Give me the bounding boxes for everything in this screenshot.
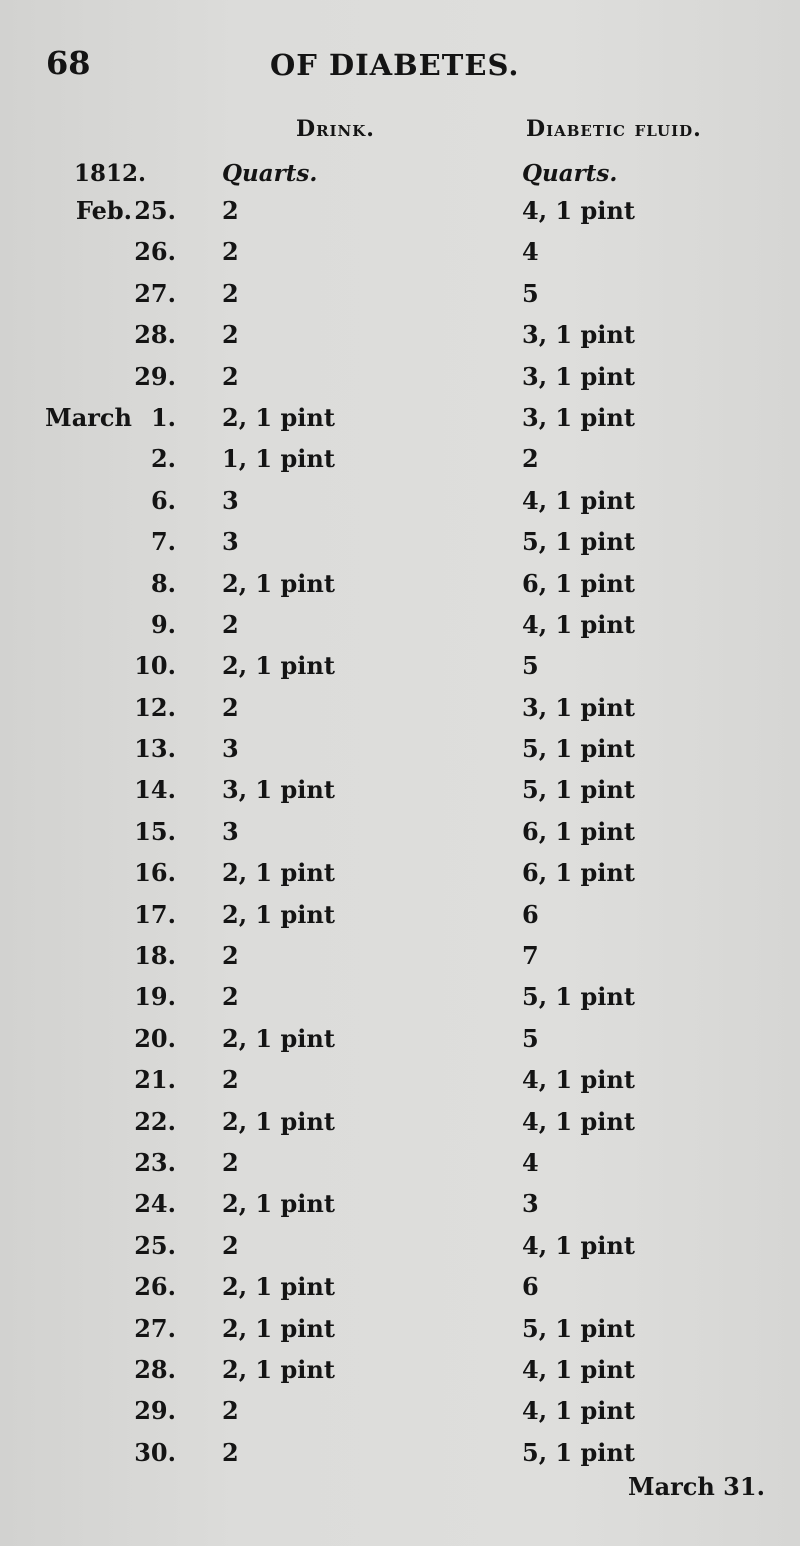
day-cell: 1. (150, 402, 176, 432)
fluid-cell: 4, 1 pint (522, 609, 635, 639)
fluid-cell: 4, 1 pint (522, 1065, 635, 1095)
fluid-cell: 5, 1 pint (522, 1313, 635, 1343)
day-cell: 26. (134, 237, 176, 267)
drink-cell: 2, 1 pint (222, 1272, 335, 1302)
fluid-cell: 4, 1 pint (522, 1230, 635, 1260)
drink-cell: 3 (222, 485, 239, 515)
month-cell: March (45, 402, 132, 432)
fluid-cell: 3, 1 pint (522, 402, 635, 432)
fluid-cell: 4 (522, 237, 539, 267)
fluid-cell: 6, 1 pint (522, 568, 635, 598)
year-heading: 1812. (74, 160, 147, 187)
day-cell: 25. (134, 196, 176, 225)
fluid-cell: 5 (522, 651, 539, 681)
table-row (0, 610, 800, 651)
fluid-cell: 4, 1 pint (522, 1106, 635, 1136)
table-row (0, 1231, 800, 1272)
day-cell: 13. (134, 734, 176, 764)
day-cell: 8. (150, 568, 176, 598)
fluid-cell: 5 (522, 278, 539, 308)
table-row (0, 1272, 800, 1313)
drink-cell: 3 (222, 527, 239, 557)
drink-cell: 2 (222, 982, 239, 1012)
day-cell: 12. (134, 692, 176, 722)
table-row (0, 569, 800, 610)
drink-column-heading: Drink. (296, 116, 375, 142)
table-row (0, 1065, 800, 1106)
fluid-cell: 5, 1 pint (522, 982, 635, 1012)
day-cell: 19. (134, 982, 176, 1012)
day-cell: 27. (134, 1313, 176, 1343)
drink-cell: 2 (222, 609, 239, 639)
day-cell: 9. (150, 609, 176, 639)
table-row (0, 527, 800, 568)
table-row (0, 900, 800, 941)
drink-cell: 2 (222, 278, 239, 308)
day-cell: 23. (134, 1147, 176, 1177)
table-row (0, 817, 800, 858)
drink-cell: 1, 1 pint (222, 444, 335, 474)
fluid-cell: 3, 1 pint (522, 361, 635, 391)
day-cell: 6. (150, 485, 176, 515)
fluid-cell: 5, 1 pint (522, 527, 635, 557)
table-row (0, 1355, 800, 1396)
drink-cell: 2, 1 pint (222, 899, 335, 929)
month-cell: Feb. (75, 196, 132, 225)
fluid-cell: 3 (522, 1189, 539, 1219)
table-row (0, 734, 800, 775)
day-cell: 26. (134, 1272, 176, 1302)
drink-cell: 2 (222, 237, 239, 267)
table-row (0, 1314, 800, 1355)
fluid-cell: 5, 1 pint (522, 734, 635, 764)
day-cell: 22. (134, 1106, 176, 1136)
drink-cell: 2 (222, 1065, 239, 1095)
drink-cell: 3 (222, 734, 239, 764)
catchword: March 31. (628, 1472, 765, 1501)
fluid-cell: 5, 1 pint (522, 1437, 635, 1467)
table-row (0, 196, 800, 237)
fluid-unit-heading: Quarts. (522, 160, 618, 187)
drink-cell: 2 (222, 361, 239, 391)
drink-cell: 2, 1 pint (222, 402, 335, 432)
fluid-cell: 6, 1 pint (522, 858, 635, 888)
table-row (0, 982, 800, 1023)
drink-cell: 2, 1 pint (222, 568, 335, 598)
drink-cell: 2, 1 pint (222, 1023, 335, 1053)
drink-cell: 2, 1 pint (222, 1313, 335, 1343)
table-row (0, 237, 800, 278)
table-row (0, 1396, 800, 1437)
day-cell: 2. (150, 444, 176, 474)
fluid-cell: 6 (522, 1272, 539, 1302)
drink-cell: 2, 1 pint (222, 1106, 335, 1136)
diabetic-fluid-column-heading: Diabetic fluid. (526, 116, 702, 142)
drink-cell: 2 (222, 1230, 239, 1260)
drink-cell: 2 (222, 196, 239, 225)
drink-unit-heading: Quarts. (222, 160, 318, 187)
drink-cell: 3, 1 pint (222, 775, 335, 805)
day-cell: 17. (134, 899, 176, 929)
day-cell: 10. (134, 651, 176, 681)
fluid-cell: 3, 1 pint (522, 320, 635, 350)
table-row (0, 1189, 800, 1230)
day-cell: 28. (134, 320, 176, 350)
fluid-cell: 5 (522, 1023, 539, 1053)
day-cell: 25. (134, 1230, 176, 1260)
drink-cell: 2, 1 pint (222, 858, 335, 888)
day-cell: 27. (134, 278, 176, 308)
fluid-cell: 2 (522, 444, 539, 474)
fluid-cell: 6 (522, 899, 539, 929)
fluid-cell: 4 (522, 1147, 539, 1177)
table-row (0, 693, 800, 734)
day-cell: 7. (150, 527, 176, 557)
table-row (0, 279, 800, 320)
table-row (0, 858, 800, 899)
drink-cell: 2, 1 pint (222, 1189, 335, 1219)
table-row (0, 1148, 800, 1189)
day-cell: 30. (134, 1437, 176, 1467)
table-row (0, 941, 800, 982)
fluid-cell: 3, 1 pint (522, 692, 635, 722)
drink-cell: 2 (222, 1437, 239, 1467)
fluid-cell: 4, 1 pint (522, 196, 635, 225)
drink-cell: 2 (222, 941, 239, 971)
day-cell: 15. (134, 816, 176, 846)
fluid-cell: 4, 1 pint (522, 1396, 635, 1426)
measurement-table (0, 196, 800, 1479)
table-row (0, 1107, 800, 1148)
drink-cell: 2 (222, 692, 239, 722)
day-cell: 20. (134, 1023, 176, 1053)
fluid-cell: 6, 1 pint (522, 816, 635, 846)
drink-cell: 2, 1 pint (222, 651, 335, 681)
day-cell: 16. (134, 858, 176, 888)
fluid-cell: 4, 1 pint (522, 485, 635, 515)
day-cell: 29. (134, 361, 176, 391)
table-row (0, 362, 800, 403)
fluid-cell: 5, 1 pint (522, 775, 635, 805)
table-row (0, 320, 800, 361)
drink-cell: 2 (222, 1147, 239, 1177)
table-row (0, 775, 800, 816)
fluid-cell: 4, 1 pint (522, 1354, 635, 1384)
day-cell: 24. (134, 1189, 176, 1219)
running-head: OF DIABETES. (270, 48, 520, 82)
drink-cell: 2, 1 pint (222, 1354, 335, 1384)
fluid-cell: 7 (522, 941, 539, 971)
table-row (0, 651, 800, 692)
drink-cell: 2 (222, 320, 239, 350)
drink-cell: 3 (222, 816, 239, 846)
day-cell: 21. (134, 1065, 176, 1095)
table-row (0, 1024, 800, 1065)
table-row (0, 444, 800, 485)
day-cell: 18. (134, 941, 176, 971)
day-cell: 29. (134, 1396, 176, 1426)
day-cell: 14. (134, 775, 176, 805)
table-row (0, 486, 800, 527)
drink-cell: 2 (222, 1396, 239, 1426)
page-number: 68 (46, 44, 91, 82)
table-row (0, 403, 800, 444)
day-cell: 28. (134, 1354, 176, 1384)
